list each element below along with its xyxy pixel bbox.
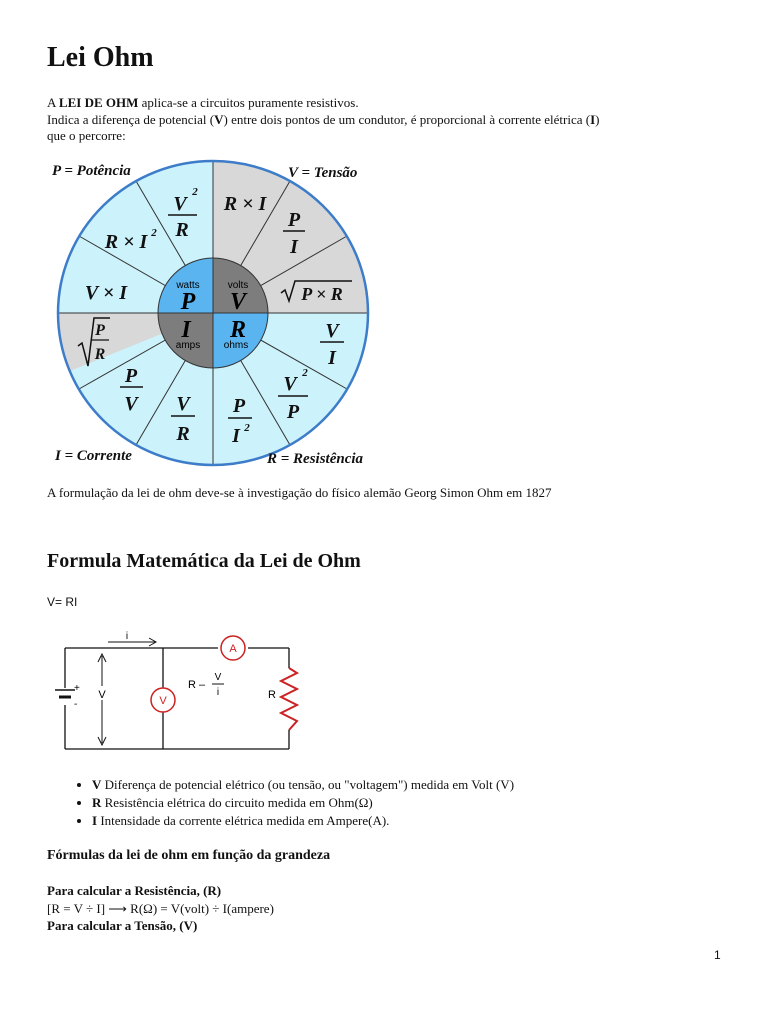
bullet-symbol-i: I [92, 813, 98, 828]
formula-v2r-num: V [173, 193, 187, 215]
label-power: P = Potência [52, 163, 131, 179]
battery-symbol [55, 690, 75, 697]
resistor-symbol [281, 668, 297, 730]
formula-v2p-exp: 2 [302, 367, 308, 379]
list-item [92, 794, 514, 812]
current-arrow [108, 638, 156, 646]
voltmeter-label: V [159, 695, 167, 707]
origin-text: A formulação da lei de ohm deve-se à investigação do físico alemão Georg Simon Ohm em 1827 [47, 485, 552, 500]
formula-r-times-i: R × I [223, 193, 267, 215]
center-watts-label: watts [176, 280, 200, 291]
center-volts-label: volts [227, 280, 249, 291]
center-amps-label: amps [175, 340, 201, 351]
intro-line-3: que o percorre: [47, 128, 126, 143]
center-ohms-label: ohms [223, 340, 249, 351]
center-p-symbol: P [180, 289, 196, 315]
resistor-label: R [268, 689, 276, 701]
label-current: I = Corrente [55, 448, 132, 464]
intro-line2-b: ) entre dois pontos de um condutor, é proporcional à corrente elétrica ( [223, 112, 591, 127]
intro-line-1 [47, 95, 359, 111]
formula-sqrt-p-over-r-num: P [95, 322, 105, 339]
intro-line2-c: ) [595, 112, 600, 127]
center-i-symbol: I [181, 317, 191, 343]
current-label: i [125, 631, 129, 642]
formula-p-over-i-num: P [287, 209, 301, 231]
label-resistance: R = Resistência [267, 451, 364, 467]
formula-p-over-i2-exp: 2 [244, 422, 250, 434]
formula-v-over-i-den: I [328, 347, 336, 369]
r-formula-den: i [216, 687, 220, 698]
intro-prefix: A [47, 95, 59, 110]
label-voltage: V = Tensão [288, 165, 358, 181]
formula-v-times-i: V × I [84, 282, 128, 304]
intro-line-2 [47, 112, 600, 128]
page-number: 1 [714, 948, 721, 962]
intro-rest: aplica-se a circuitos puramente resistivos. [138, 95, 359, 110]
intro-bold: LEI DE OHM [58, 95, 139, 110]
formula-p-over-i2-num: P [232, 395, 246, 417]
bullet-text-i: Intensidade da corrente elétrica medida em Ampere(A). [97, 813, 390, 828]
bullet-symbol-v: V [92, 777, 102, 792]
center-r-symbol: R [229, 317, 247, 343]
formula-v-over-r-den: R [176, 423, 190, 445]
r-formula-prefix: R – [188, 679, 206, 691]
page-title: Lei Ohm [47, 42, 154, 73]
formula-sqrt-p-over-r-den: R [94, 346, 106, 363]
formula-p-over-v-num: P [124, 365, 138, 387]
formula-r-times-i2: R × I [104, 231, 148, 253]
formula-p-over-i-den: I [290, 236, 298, 258]
battery-plus: + [74, 683, 80, 694]
formula-v2r-den: R [175, 219, 189, 241]
calc-resistance-formula: [R = V ÷ I] ⟶ R(Ω) = V(volt) ÷ I(ampere) [47, 901, 274, 916]
formula-p-over-i2-den: I [232, 425, 240, 447]
formula-v2p-num: V [283, 373, 297, 395]
formula-v2p-den: P [286, 401, 300, 423]
definitions-list [47, 776, 514, 830]
intro-line2-a: Indica a diferença de potencial ( [47, 112, 215, 127]
battery-minus: - [74, 699, 78, 710]
center-v-symbol: V [229, 289, 247, 315]
bullet-symbol-r: R [92, 795, 102, 810]
formula-v-over-r-num: V [176, 393, 190, 415]
ohms-law-wheel [40, 155, 400, 470]
source-voltage-label: V [98, 689, 106, 701]
section-title: Formula Matemática da Lei de Ohm [47, 550, 361, 572]
ammeter-label: A [229, 643, 237, 655]
bullet-text-v: Diferença de potencial elétrico (ou tensão, ou "voltagem") medida em Volt (V) [101, 777, 515, 792]
list-item [92, 812, 514, 830]
list-item [92, 776, 514, 794]
wheel-center [158, 258, 268, 368]
formula-p-over-v-den: V [124, 393, 138, 415]
formula-r-times-i2-exp: 2 [151, 227, 157, 239]
r-formula-num: V [214, 672, 222, 683]
formula-v-over-i-num: V [325, 320, 339, 342]
intro-line2-i: I [590, 112, 596, 127]
bullet-text-r: Resistência elétrica do circuito medida em Ohm(Ω) [101, 795, 373, 810]
formula-sqrt-p-times-r: P × R [301, 284, 343, 304]
circuit-diagram [40, 625, 310, 760]
formula-v2r-exp: 2 [192, 186, 198, 198]
formula-line: V= RI [47, 595, 78, 609]
calc-voltage-title: Para calcular a Tensão, (V) [47, 918, 198, 933]
intro-line2-v: V [214, 112, 224, 127]
subsection-title: Fórmulas da lei de ohm em função da grandeza [47, 848, 331, 863]
calc-resistance-title: Para calcular a Resistência, (R) [47, 883, 222, 898]
